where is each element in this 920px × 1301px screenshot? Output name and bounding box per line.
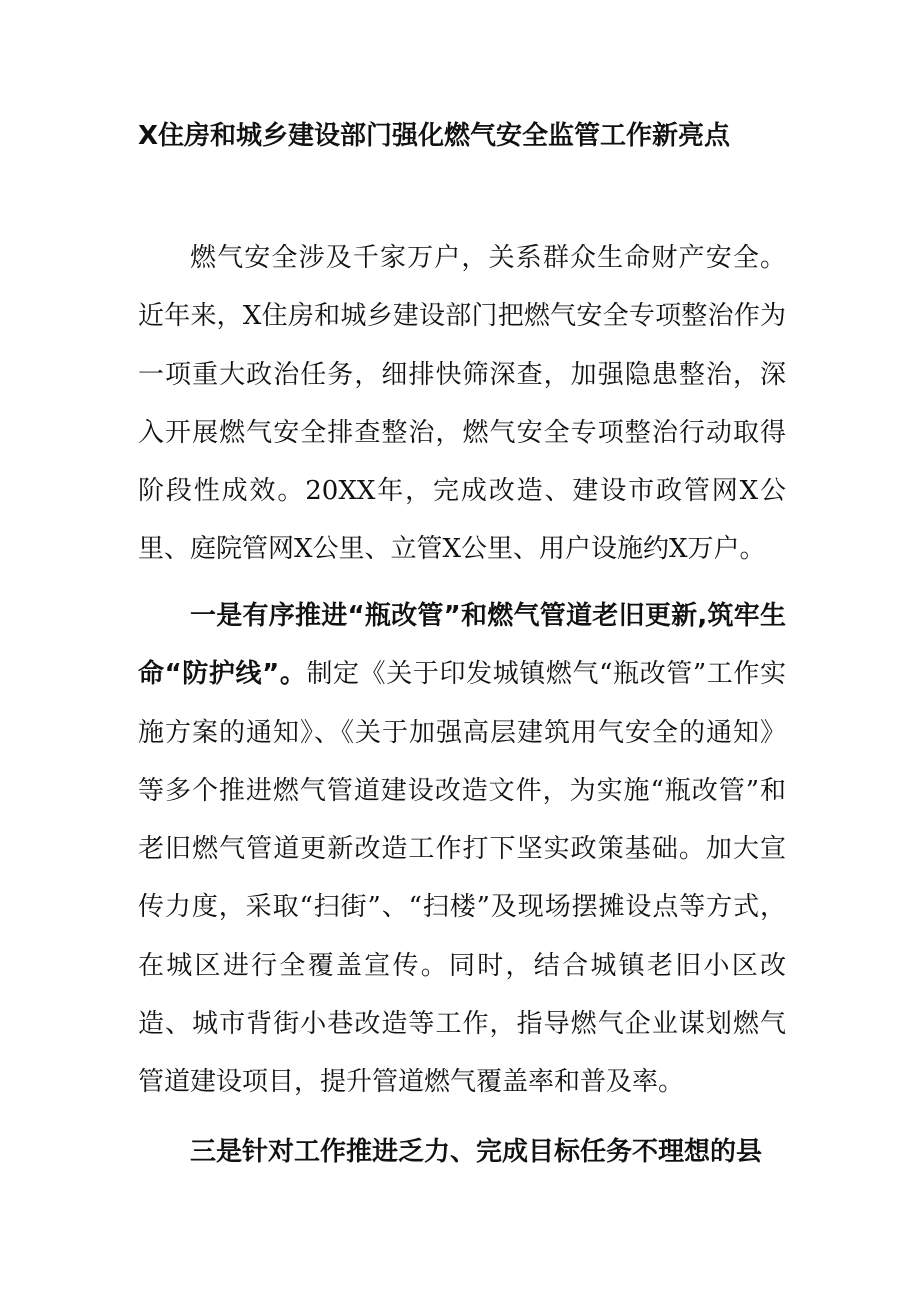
paragraph-point-three [138, 1123, 786, 1181]
paragraph-intro-text: 燃气安全涉及千家万户，关系群众生命财产安全。近年来，X住房和城乡建设部门把燃气安全专项整治作为一项重大政治任务，细排快筛深查，加强隐患整治，深入开展燃气安全排查整治，燃气安全专项整治行动取得阶段性成效。20XX年，完成改造、建设市政管网X公里、庭院管网X公里、立管X公里、用户设施约X万户。 [138, 243, 786, 565]
paragraph-point-one-heading: 一是有序推进“瓶改管”和燃气管道老旧更新,筑牢生命“防护线”。 [138, 601, 786, 690]
paragraph-point-one [138, 587, 786, 1112]
paragraph-intro [138, 229, 786, 579]
paragraph-point-one-text: 制定《关于印发城镇燃气“瓶改管”工作实施方案的通知》、《关于加强高层建筑用气安全的通知》等多个推进燃气管道建设改造文件，为实施“瓶改管”和老旧燃气管道更新改造工作打下坚实政策基础。加大宣传力度，采取“扫街”、“扫楼”及现场摆摊设点等方式，在城区进行全覆盖宣传。同时，结合城镇老旧小区改造、城市背街小巷改造等工作，指导燃气企业谋划燃气管道建设项目，提升管道燃气覆盖率和普及率。 [138, 659, 786, 1098]
document-title: X住房和城乡建设部门强化燃气安全监管工作新亮点 [138, 121, 731, 151]
paragraph-point-three-heading: 三是针对工作推进乏力、完成目标任务不理想的县 [190, 1137, 763, 1167]
